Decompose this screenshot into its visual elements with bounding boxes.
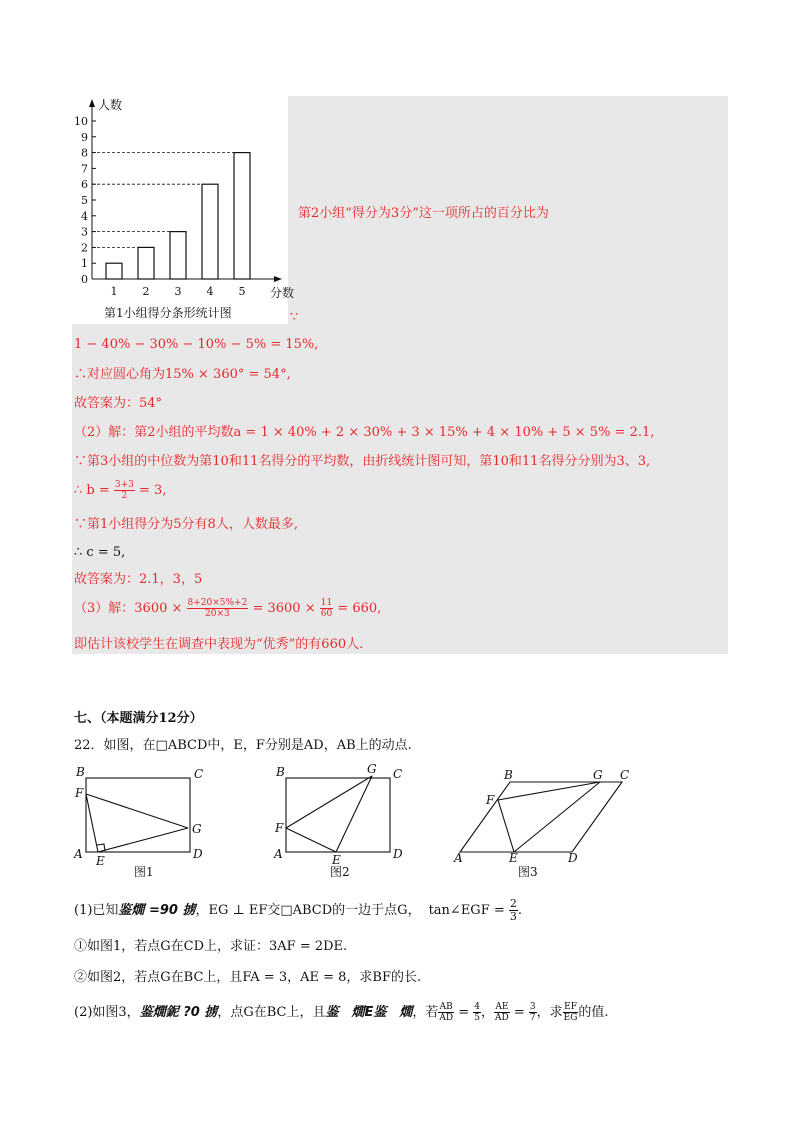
part2-frac-3-7 <box>529 1002 537 1023</box>
x-tick-label: 2 <box>142 285 150 298</box>
line6-num: 3+3 <box>114 480 134 490</box>
frac1-den: AD <box>439 1013 454 1023</box>
part1-pre: (1)已知 <box>74 903 119 918</box>
frac3-num: AE <box>495 1002 509 1012</box>
percent-question-line: 第2小组“得分为3分”这一项所占的百分比为 <box>298 206 549 221</box>
solution-line-3: 故答案为：54° <box>74 396 163 411</box>
fig2-label-b: B <box>276 765 285 779</box>
line10-mid: = 3600 × <box>248 601 320 616</box>
fig1-segment-eg <box>98 828 188 852</box>
frac2-num: 4 <box>474 1002 480 1012</box>
line10-den2: 60 <box>320 609 333 619</box>
fig3-caption: 图3 <box>518 865 538 879</box>
line10-fraction-1 <box>187 598 249 619</box>
part1b-line: ②如图2，若点G在BC上，且FA = 3，AE = 8，求BF的长. <box>74 970 422 985</box>
bar-3 <box>170 232 186 279</box>
fig2-rectangle <box>286 778 390 852</box>
solution-line-8: ∴ c = 5, <box>74 545 126 560</box>
part2-mid: ，点G在BC上，且 <box>217 1005 326 1020</box>
fig2-label-d: D <box>393 847 403 861</box>
x-tick-label: 4 <box>206 285 214 298</box>
part2-garbled-1: 鉴燗鈮 ?0 掳 <box>139 1005 218 1020</box>
frac2-den: 5 <box>474 1013 480 1023</box>
bar-chart <box>72 92 302 322</box>
fig2-label-a: A <box>274 847 283 861</box>
part2-mid2: ，若 <box>412 1005 439 1020</box>
y-tick-label: 9 <box>81 130 88 144</box>
part1-mid: ，EG ⊥ EF交□ABCD的一边于点G， <box>195 903 421 918</box>
fig1-segment-fe <box>86 794 98 852</box>
part2-ask: ，求 <box>536 1005 563 1020</box>
bar-2 <box>138 247 154 279</box>
x-tick-label: 5 <box>238 285 246 298</box>
solution-line-6 <box>74 480 166 501</box>
fig3-label-f: F <box>486 793 495 807</box>
fig2-caption: 图2 <box>330 865 350 879</box>
y-tick-label: 3 <box>81 225 88 239</box>
y-tick-label: 2 <box>81 241 88 255</box>
fig1-segment-fg <box>86 794 188 828</box>
y-tick-label: 1 <box>81 257 88 271</box>
solution-line-11: 即估计该校学生在调查中表现为“优秀”的有660人. <box>74 637 364 652</box>
part2-end: 的值. <box>578 1005 609 1020</box>
fig1-label-a: A <box>74 847 83 861</box>
fig1-label-f: F <box>75 786 84 800</box>
line6-fraction <box>114 480 135 501</box>
part1-tan-num: 2 <box>509 897 517 910</box>
part2-frac-ef-eg <box>563 1002 579 1023</box>
y-tick-label: 6 <box>81 178 88 192</box>
part1-line <box>74 898 522 923</box>
fig3-label-d: D <box>568 851 578 865</box>
solution-line-5: ∵第3小组的中位数为第10和11名得分的平均数，由折线统计图可知，第10和11名得分分别为3、3, <box>74 454 651 469</box>
y-tick-label: 7 <box>81 162 88 176</box>
part2-frac-ab-ad <box>438 1002 454 1023</box>
part2-line <box>74 1002 609 1023</box>
line6-pre: ∴ b = <box>74 483 114 498</box>
fig2-label-c: C <box>393 767 403 781</box>
line6-post: = 3, <box>134 483 167 498</box>
part2-eq1: = <box>454 1005 474 1020</box>
fig2-label-f: F <box>275 821 284 835</box>
part1-end: . <box>517 903 523 918</box>
fig3-label-e: E <box>509 851 518 865</box>
y-tick-label: 5 <box>81 194 88 207</box>
solution-line-1: 1 − 40% − 30% − 10% − 5% = 15%, <box>74 337 319 352</box>
fig2-label-g: G <box>367 762 377 776</box>
frac4-num: 3 <box>529 1002 536 1012</box>
line6-den: 2 <box>121 491 128 501</box>
part2-sep: ， <box>481 1005 495 1020</box>
bar-1 <box>106 263 122 279</box>
y-tick-label: 4 <box>81 209 88 223</box>
part2-garbled-2: 鉴 燗E鉴 燗 <box>325 1005 413 1020</box>
part2-frac-4-5 <box>473 1002 481 1023</box>
frac1-num: AB <box>439 1002 453 1012</box>
solution-line-9: 故答案为：2.1，3，5 <box>74 572 203 587</box>
frac4-den: 7 <box>529 1013 536 1023</box>
line10-pre: （3）解：3600 × <box>74 601 187 616</box>
part2-pre: (2)如图3， <box>74 1005 140 1020</box>
fig3-segment-eg <box>514 782 600 852</box>
x-tick-label: 1 <box>110 285 118 298</box>
chart-title: 第1小组得分条形统计图 <box>104 306 232 320</box>
fig2-segment-fe <box>286 828 336 852</box>
fig1-label-e: E <box>96 854 105 868</box>
fig1-label-g: G <box>192 822 202 836</box>
bar-5 <box>234 153 250 279</box>
y-tick-label: 10 <box>74 115 88 128</box>
line10-fraction-2 <box>320 598 333 619</box>
frac3-den: AD <box>495 1013 509 1023</box>
fig3-segment-fg <box>498 782 600 800</box>
x-tick-label: 3 <box>174 285 182 298</box>
because-mark: ∵ <box>290 310 299 325</box>
fig2-label-e: E <box>332 853 341 867</box>
y-axis-label: 人数 <box>98 98 123 112</box>
part1-tan: tan∠EGF = <box>428 903 509 918</box>
x-axis-arrow <box>274 276 282 282</box>
question-stem: 22．如图，在□ABCD中，E，F分别是AD，AB上的动点. <box>74 738 412 753</box>
solution-line-2: ∴对应圆心角为15% × 360° = 54°, <box>74 367 291 382</box>
part1-garbled: 鉴燗 =90 掳 <box>118 903 196 918</box>
fig1-label-b: B <box>76 765 85 779</box>
bar-4 <box>202 184 218 279</box>
frac5-num: EF <box>564 1002 577 1012</box>
fig3-label-a: A <box>454 851 463 865</box>
x-axis-label: 分数 <box>270 286 295 300</box>
part1a-line: ①如图1，若点G在CD上，求证：3AF = 2DE. <box>74 939 348 954</box>
fig3-label-c: C <box>620 768 630 782</box>
fig1-label-d: D <box>193 847 203 861</box>
solution-line-4: （2）解：第2小组的平均数a = 1 × 40% + 2 × 30% + 3 × 15% + 4 × 10% + 5 × 5% = 2.1, <box>74 425 655 440</box>
fig3-label-g: G <box>593 768 603 782</box>
fig3-segment-fe <box>498 800 514 852</box>
y-axis-arrow <box>89 99 95 107</box>
y-tick-label: 8 <box>81 146 88 160</box>
y-tick-label: 0 <box>81 273 88 286</box>
part2-frac-ae-ad <box>494 1002 510 1023</box>
frac5-den: EG <box>563 1013 578 1023</box>
fig1-caption: 图1 <box>134 865 154 879</box>
section-heading: 七、（本题满分12分） <box>74 711 203 726</box>
line10-num: 8+20×5%+2 <box>187 598 248 608</box>
part2-eq2: = <box>509 1005 529 1020</box>
geometry-figures <box>70 762 750 882</box>
fig3-label-b: B <box>504 768 513 782</box>
solution-line-7: ∵第1小组得分为5分有8人，人数最多, <box>74 517 298 532</box>
line10-den: 20×3 <box>205 609 230 619</box>
line10-post: = 660, <box>333 601 382 616</box>
line10-num2: 11 <box>320 598 333 608</box>
fig1-label-c: C <box>194 767 204 781</box>
solution-line-10 <box>74 598 381 619</box>
part1-tan-den: 3 <box>509 910 517 923</box>
part1-tan-fraction <box>509 898 518 923</box>
